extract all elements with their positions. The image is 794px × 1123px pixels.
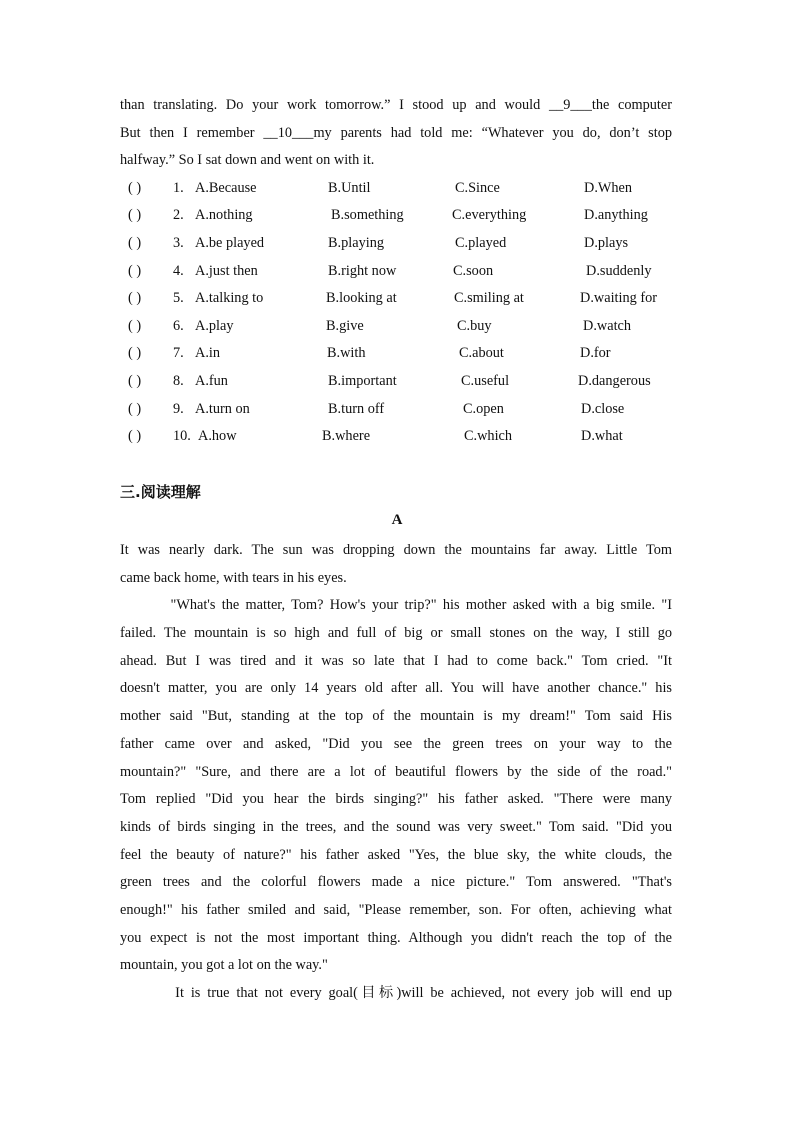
answer-blank[interactable]: ( ) [128,263,142,279]
option-d: D.watch [583,318,632,334]
option-b: B.looking at [326,290,397,306]
question-number: 7. [173,345,184,361]
option-a: A.fun [195,373,228,389]
option-a: A.be played [195,235,265,251]
question-number: 6. [173,318,184,334]
passage-line: Tom replied "Did you hear the birds singing?" his father asked. "There were many [120,791,672,808]
option-b: B.with [327,345,366,361]
answer-blank[interactable]: ( ) [128,401,142,417]
option-c: C.useful [461,373,510,389]
option-c: C.everything [452,207,527,223]
cloze-passage-end [120,92,672,175]
option-c: C.about [459,345,504,361]
passage-line: "What's the matter, Tom? How's your trip?" his mother asked with a big smile. "I [120,597,672,614]
passage-line: failed. The mountain is so high and full of big or small stones on the way, I still go [120,625,672,642]
passage-line: mountain, you got a lot on the way." [120,957,328,974]
option-b: B.right now [328,263,397,279]
option-b: B.playing [328,235,384,251]
option-b: B.important [328,373,397,389]
question-number: 4. [173,263,184,279]
option-b: B.something [331,207,404,223]
passage-line: enough!" his father smiled and said, "Please remember, son. For often, achieving what [120,901,672,918]
option-c: C.Since [455,180,500,196]
answer-blank[interactable]: ( ) [128,290,142,306]
answer-blank[interactable]: ( ) [128,180,142,196]
question-number: 2. [173,207,184,223]
option-b: B.give [326,318,364,334]
option-a: A.turn on [195,401,250,417]
option-d: D.for [580,345,611,361]
option-c: C.smiling at [454,290,524,306]
answer-blank[interactable]: ( ) [128,373,142,389]
question-number: 8. [173,373,184,389]
answer-blank[interactable]: ( ) [128,235,142,251]
passage-line: came back home, with tears in his eyes. [120,569,347,586]
option-b: B.turn off [328,401,385,417]
option-a: A.Because [195,180,257,196]
option-b: B.where [322,428,371,444]
passage-line: doesn't matter, you are only 14 years old after all. You will have another chance." his [120,680,672,697]
passage-line: It is true that not every goal(目标)will be achieved, not every job will end up [120,985,672,1001]
passage-line: father came over and asked, "Did you see the green trees on your way to the [120,735,672,752]
option-a: A.in [195,345,221,361]
passage-label: A [391,512,403,528]
option-a: A.nothing [195,207,253,223]
option-d: D.suddenly [586,263,652,279]
answer-blank[interactable]: ( ) [128,318,142,334]
option-c: C.open [463,401,504,417]
option-d: D.When [584,180,633,196]
option-c: C.played [455,235,507,251]
question-number: 1. [173,180,184,196]
option-c: C.which [464,428,513,444]
passage-line: It was nearly dark. The sun was dropping down the mountains far away. Little Tom [120,542,672,558]
option-d: D.dangerous [578,373,651,389]
option-d: D.close [581,401,625,417]
option-a: A.play [195,318,234,334]
passage-line: halfway.” So I sat down and went on with it. [120,152,375,169]
passage-line: mountain?" "Sure, and there are a lot of beautiful flowers by the side of the road." [120,763,672,780]
question-number: 5. [173,290,184,306]
option-c: C.soon [453,263,494,279]
section-heading: 三.阅读理解 [120,483,201,501]
option-d: D.plays [584,235,629,251]
answer-blank[interactable]: ( ) [128,428,142,444]
passage-line: mother said "But, standing at the top of the mountain is my dream!" Tom said His [120,708,672,725]
answer-blank[interactable]: ( ) [128,207,142,223]
passage-line: than translating. Do your work tomorrow.” I stood up and would __9___the computer [120,97,672,113]
answer-blank[interactable]: ( ) [128,345,142,361]
option-a: A.talking to [195,290,264,306]
passage-line: green trees and the colorful flowers made a nice picture." Tom answered. "That's [120,874,672,891]
option-c: C.buy [457,318,492,334]
option-a: A.just then [195,263,258,279]
option-a: A.how [198,428,237,444]
option-d: D.what [581,428,623,444]
option-d: D.anything [584,207,648,223]
passage-line: you expect is not the most important thing. Although you didn't reach the top of the [120,929,672,946]
reading-passage [120,537,672,1008]
option-d: D.waiting for [580,290,658,306]
passage-line: But then I remember __10___my parents had told me: “Whatever you do, don’t stop [120,124,672,141]
passage-line: ahead. But I was tired and it was so late that I had to come back." Tom cried. "It [120,652,672,669]
passage-line: kinds of birds singing in the trees, and the sound was very sweet." Tom said. "Did you [120,818,672,835]
question-number: 10. [173,428,191,444]
question-number: 9. [173,401,184,417]
question-number: 3. [173,235,184,251]
passage-line: feel the beauty of nature?" his father asked "Yes, the blue sky, the white clouds, the [120,846,672,863]
option-b: B.Until [328,180,371,196]
